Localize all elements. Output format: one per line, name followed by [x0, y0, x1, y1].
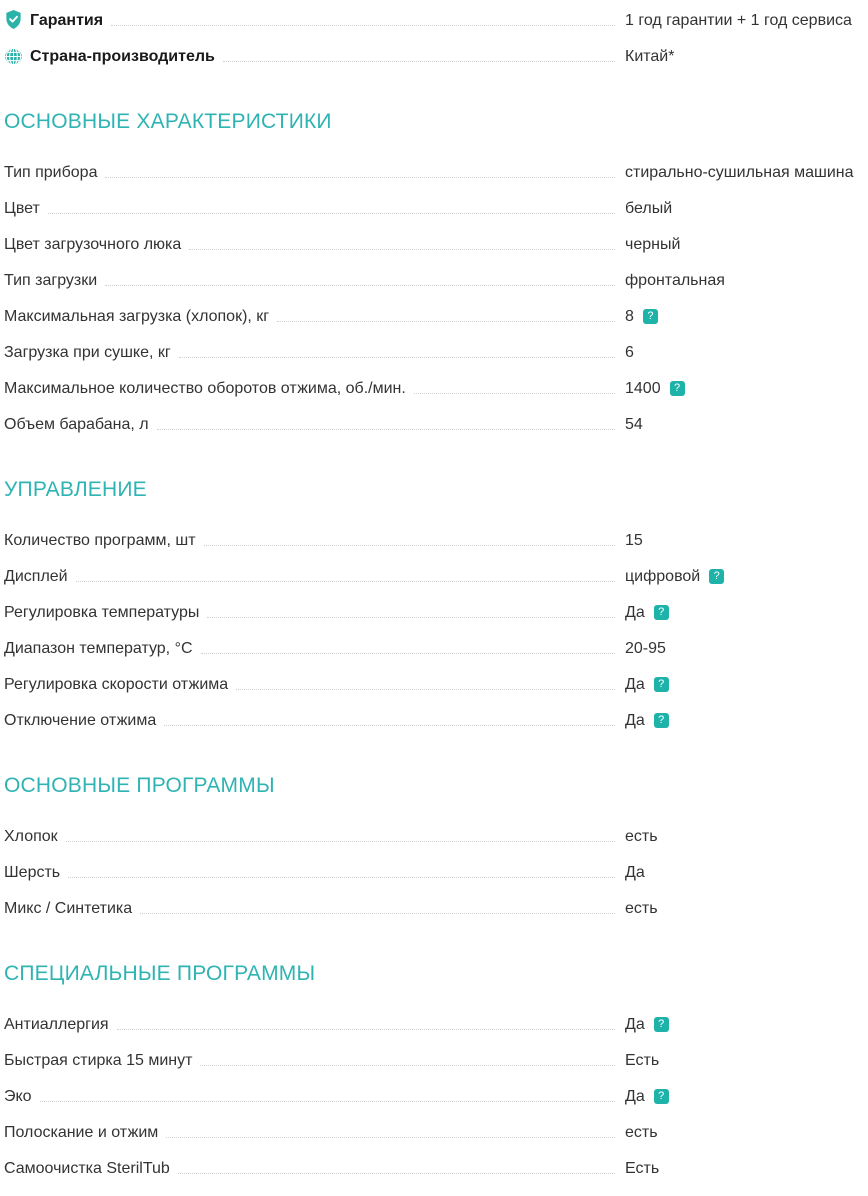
- spec-section: [4, 110, 868, 442]
- spec-row: [4, 190, 868, 226]
- spec-label: Тип загрузки: [4, 272, 98, 289]
- summary-block: [4, 2, 868, 74]
- sections-block: [4, 110, 868, 1186]
- dotted-leader: [166, 1137, 615, 1138]
- spec-value: стирально-сушильная машина: [625, 164, 854, 181]
- spec-value: черный: [625, 236, 681, 253]
- spec-row: [4, 1006, 868, 1042]
- spec-label: Полоскание и отжим: [4, 1124, 159, 1141]
- dotted-leader: [76, 581, 615, 582]
- help-badge[interactable]: ?: [654, 1089, 669, 1104]
- spec-row: [4, 890, 868, 926]
- spec-section: [4, 478, 868, 738]
- spec-label: Максимальное количество оборотов отжима, об./мин.: [4, 380, 406, 397]
- spec-row: [4, 630, 868, 666]
- help-badge[interactable]: ?: [643, 309, 658, 324]
- dotted-leader: [207, 617, 615, 618]
- spec-row: [4, 298, 868, 334]
- dotted-leader: [414, 393, 615, 394]
- dotted-leader: [105, 177, 615, 178]
- spec-value: есть: [625, 1124, 658, 1141]
- section-title: ОСНОВНЫЕ ХАРАКТЕРИСТИКИ: [4, 110, 332, 133]
- dotted-leader: [164, 725, 615, 726]
- spec-row: [4, 262, 868, 298]
- spec-value: Да: [625, 1016, 645, 1033]
- spec-value: 15: [625, 532, 643, 549]
- spec-label: Тип прибора: [4, 164, 98, 181]
- spec-row: [4, 854, 868, 890]
- spec-row: [4, 370, 868, 406]
- summary-row: [4, 2, 868, 38]
- spec-row: [4, 1042, 868, 1078]
- spec-row: [4, 154, 868, 190]
- help-badge[interactable]: ?: [654, 713, 669, 728]
- spec-value: цифровой: [625, 568, 701, 585]
- spec-row: [4, 1150, 868, 1186]
- spec-label: Максимальная загрузка (хлопок), кг: [4, 308, 270, 325]
- section-title: ОСНОВНЫЕ ПРОГРАММЫ: [4, 774, 275, 797]
- section-rows: [4, 154, 868, 442]
- dotted-leader: [68, 877, 615, 878]
- spec-value: Да: [625, 1088, 645, 1105]
- spec-value: 1400: [625, 380, 661, 397]
- spec-section: [4, 962, 868, 1186]
- section-rows: [4, 818, 868, 926]
- dotted-leader: [200, 1065, 615, 1066]
- section-rows: [4, 1006, 868, 1186]
- dotted-leader: [105, 285, 615, 286]
- spec-label: Дисплей: [4, 568, 68, 585]
- section-rows: [4, 522, 868, 738]
- spec-label: Страна-производитель: [30, 48, 215, 65]
- spec-value: 8: [625, 308, 634, 325]
- section-title: СПЕЦИАЛЬНЫЕ ПРОГРАММЫ: [4, 962, 316, 985]
- spec-row: [4, 406, 868, 442]
- spec-label: Загрузка при сушке, кг: [4, 344, 171, 361]
- product-specs-page: [4, 2, 868, 1186]
- help-badge[interactable]: ?: [654, 1017, 669, 1032]
- summary-row: [4, 38, 868, 74]
- spec-label: Шерсть: [4, 864, 61, 881]
- globe-icon: [4, 47, 23, 66]
- spec-label: Быстрая стирка 15 минут: [4, 1052, 193, 1069]
- spec-value: есть: [625, 828, 658, 845]
- help-badge[interactable]: ?: [654, 605, 669, 620]
- spec-row: [4, 522, 868, 558]
- dotted-leader: [66, 841, 615, 842]
- spec-label: Эко: [4, 1088, 32, 1105]
- dotted-leader: [117, 1029, 615, 1030]
- spec-section: [4, 774, 868, 926]
- spec-value: Китай*: [625, 48, 675, 65]
- spec-value: фронтальная: [625, 272, 725, 289]
- dotted-leader: [277, 321, 615, 322]
- spec-value: 6: [625, 344, 634, 361]
- dotted-leader: [178, 1173, 615, 1174]
- dotted-leader: [40, 1101, 615, 1102]
- dotted-leader: [201, 653, 615, 654]
- spec-value: Да: [625, 604, 645, 621]
- spec-value: Есть: [625, 1052, 660, 1069]
- spec-value: Есть: [625, 1160, 660, 1177]
- spec-label: Цвет загрузочного люка: [4, 236, 182, 253]
- spec-value: Да: [625, 712, 645, 729]
- spec-value: Да: [625, 864, 645, 881]
- spec-value: 1 год гарантии + 1 год сервиса: [625, 12, 852, 29]
- spec-label: Хлопок: [4, 828, 58, 845]
- dotted-leader: [157, 429, 615, 430]
- spec-row: [4, 1078, 868, 1114]
- dotted-leader: [223, 61, 615, 62]
- dotted-leader: [189, 249, 615, 250]
- spec-label: Микс / Синтетика: [4, 900, 133, 917]
- spec-label: Регулировка температуры: [4, 604, 200, 621]
- spec-value: Да: [625, 676, 645, 693]
- spec-label: Отключение отжима: [4, 712, 157, 729]
- dotted-leader: [204, 545, 615, 546]
- spec-label: Самоочистка SterilTub: [4, 1160, 170, 1177]
- spec-row: [4, 702, 868, 738]
- spec-label: Объем барабана, л: [4, 416, 149, 433]
- row-icon-slot: [4, 9, 30, 30]
- spec-value: 54: [625, 416, 643, 433]
- spec-row: [4, 818, 868, 854]
- spec-label: Регулировка скорости отжима: [4, 676, 229, 693]
- spec-row: [4, 226, 868, 262]
- help-badge[interactable]: ?: [670, 381, 685, 396]
- spec-row: [4, 558, 868, 594]
- spec-row: [4, 594, 868, 630]
- help-badge[interactable]: ?: [654, 677, 669, 692]
- dotted-leader: [48, 213, 615, 214]
- dotted-leader: [179, 357, 615, 358]
- spec-row: [4, 1114, 868, 1150]
- shield-check-icon: [4, 9, 23, 30]
- section-title: УПРАВЛЕНИЕ: [4, 478, 147, 501]
- spec-value: есть: [625, 900, 658, 917]
- help-badge[interactable]: ?: [709, 569, 724, 584]
- row-icon-slot: [4, 47, 30, 66]
- spec-row: [4, 666, 868, 702]
- spec-label: Антиаллергия: [4, 1016, 109, 1033]
- spec-row: [4, 334, 868, 370]
- spec-label: Цвет: [4, 200, 40, 217]
- spec-label: Диапазон температур, °С: [4, 640, 193, 657]
- spec-value: 20-95: [625, 640, 666, 657]
- spec-label: Гарантия: [30, 12, 104, 29]
- dotted-leader: [140, 913, 615, 914]
- dotted-leader: [236, 689, 615, 690]
- dotted-leader: [111, 25, 615, 26]
- spec-label: Количество программ, шт: [4, 532, 196, 549]
- spec-value: белый: [625, 200, 673, 217]
